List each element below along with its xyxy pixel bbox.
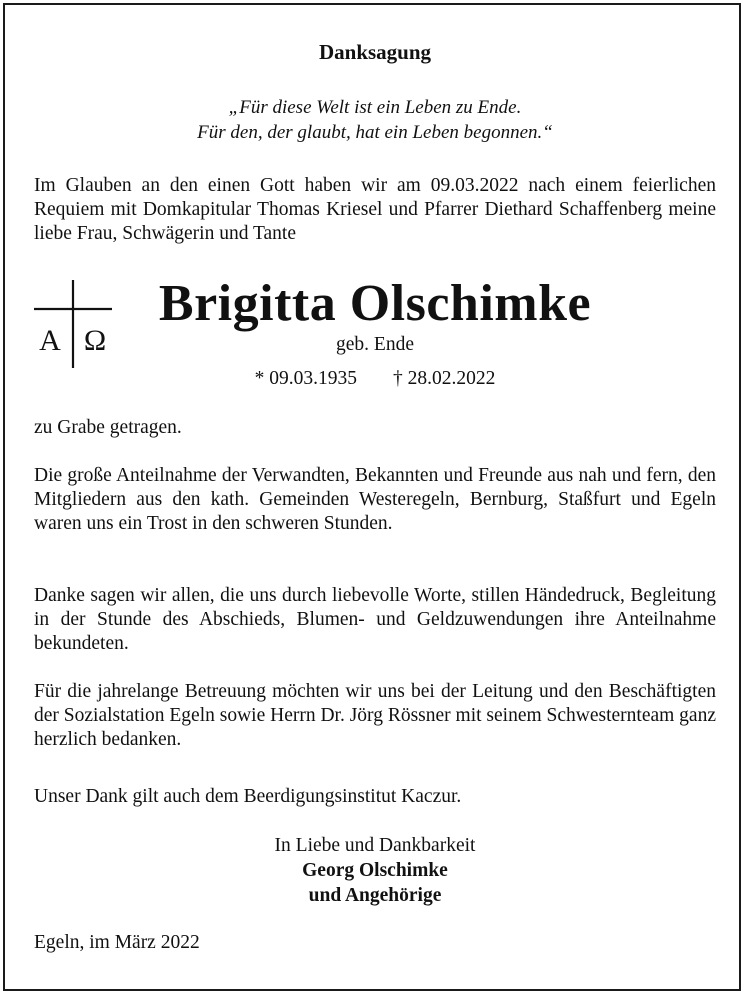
quote-line-2: Für den, der glaubt, hat ein Leben begonnen.“: [197, 122, 553, 143]
thanks-paragraph-3: Für die jahrelange Betreuung möchten wir uns bei der Leitung und den Beschäftigten der Sozialstation Egeln sowie Herrn Dr. Jörg Rössner mit seinem Schwesternteam ganz herzlich bedanken.: [34, 681, 716, 750]
maiden-name: geb. Ende: [336, 334, 414, 355]
life-dates: [0, 368, 750, 390]
burial-text: zu Grabe getragen.: [34, 417, 182, 438]
closing-line: In Liebe und Dankbarkeit: [274, 835, 476, 856]
notice-quote: [0, 95, 750, 145]
thanks-paragraph-4: Unser Dank gilt auch dem Beerdigungsinstitut Kaczur.: [34, 786, 462, 807]
closing-block: [0, 833, 750, 908]
notice-title: Danksagung: [318, 40, 432, 64]
place-date: Egeln, im März 2022: [34, 932, 200, 953]
birth-date: * 09.03.1935: [254, 368, 357, 389]
intro-paragraph: Im Glauben an den einen Gott haben wir am 09.03.2022 nach einem feierlichen Requiem mit Domkapitular Thomas Kriesel und Pfarrer Diethard Schaffenberg meine liebe Frau, Schwägerin und Tante: [34, 175, 716, 244]
thanks-paragraph-2: Danke sagen wir allen, die uns durch liebevolle Worte, stillen Händedruck, Begleitung in der Stunde des Abschieds, Blumen- und Geldzuwendungen ihre Anteilnahme bekundeten.: [34, 585, 716, 654]
alpha-symbol: A: [39, 324, 61, 357]
quote-line-1: „Für diese Welt ist ein Leben zu Ende.: [228, 97, 522, 118]
omega-symbol: Ω: [83, 324, 107, 357]
cross-alpha-omega-icon: [30, 278, 116, 370]
deceased-name: Brigitta Olschimke: [158, 275, 592, 332]
signer-family: und Angehörige: [308, 885, 442, 906]
death-date: † 28.02.2022: [393, 368, 496, 389]
thanks-paragraph-1: Die große Anteilnahme der Verwandten, Bekannten und Freunde aus nah und fern, den Mitgliedern aus den kath. Gemeinden Westeregeln, Bernburg, Staßfurt und Egeln waren uns ein Trost in den schweren Stunden.: [34, 465, 716, 534]
signer-name: Georg Olschimke: [302, 860, 448, 881]
